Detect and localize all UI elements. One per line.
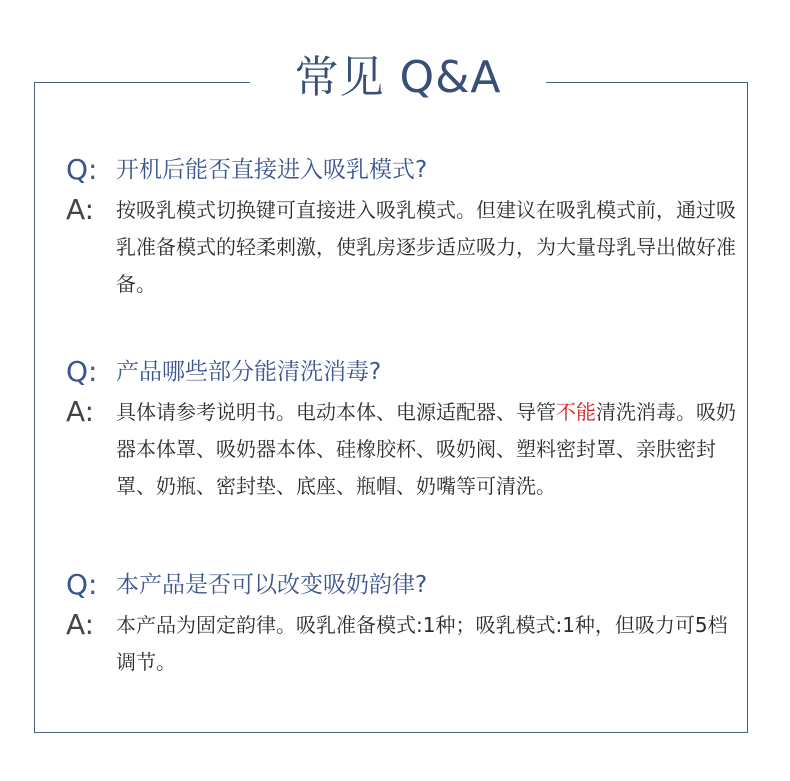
answer-row xyxy=(66,192,736,303)
question-text: 产品哪些部分能清洗消毒? xyxy=(116,359,382,385)
answer-text-part: 具体请参考说明书。电动本体、电源适配器、导管 xyxy=(116,400,556,424)
answer-marker: A: xyxy=(66,193,95,226)
answer-text: 本产品为固定韵律。吸乳准备模式:1种；吸乳模式:1种，但吸力可5档调节。 xyxy=(116,613,728,674)
qa-item-1 xyxy=(66,152,736,303)
answer-text xyxy=(116,394,736,505)
question-text: 本产品是否可以改变吸奶韵律? xyxy=(116,572,428,598)
title-container xyxy=(250,40,546,116)
question-row xyxy=(66,354,736,390)
answer-marker: A: xyxy=(66,395,95,428)
qa-item-2 xyxy=(66,354,736,505)
question-marker: Q: xyxy=(66,568,98,601)
answer-row xyxy=(66,394,736,505)
page-title: 常见 Q&A xyxy=(294,52,502,103)
question-marker: Q: xyxy=(66,153,98,186)
question-row xyxy=(66,152,736,188)
question-row xyxy=(66,567,736,603)
answer-text: 按吸乳模式切换键可直接进入吸乳模式。但建议在吸乳模式前，通过吸乳准备模式的轻柔刺激，使乳房逐步适应吸力，为大量母乳导出做好准备。 xyxy=(116,198,736,296)
question-text: 开机后能否直接进入吸乳模式? xyxy=(116,157,428,183)
question-marker: Q: xyxy=(66,355,98,388)
answer-highlight: 不能 xyxy=(556,400,596,424)
answer-text-part: 清洗消毒。吸奶器本体罩、吸奶器本体、硅橡胶杯、吸奶阀、塑料密封罩、亲肤密封罩、奶瓶、密封垫、底座、瓶帽、奶嘴等可清洗。 xyxy=(116,400,736,498)
answer-marker: A: xyxy=(66,608,95,641)
qa-item-3 xyxy=(66,567,736,681)
answer-row xyxy=(66,607,736,681)
